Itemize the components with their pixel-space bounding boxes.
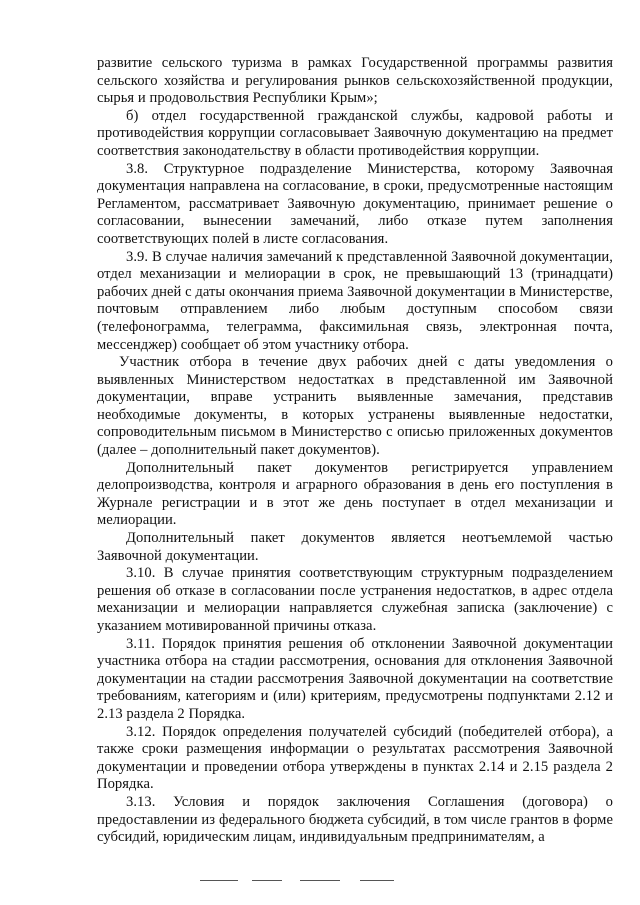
paragraph-3-12: 3.12. Порядок определения получателей субсидий (победителей отбора), а также сроки размещения информации о результатах рассмотрения Заявочной документации и проведении отбора утверждены в пунктах 2.14 и 2.15 раздела 2 Порядка.	[97, 723, 613, 793]
paragraph-3-13: 3.13. Условия и порядок заключения Соглашения (договора) о предоставлении из федерального бюджета субсидий, в том числе грантов в форме субсидий, юридическим лицам, индивидуальным предпринимателям, а	[97, 793, 613, 846]
scan-mark	[252, 880, 282, 881]
paragraph-participant: Участник отбора в течение двух рабочих дней с даты уведомления о выявленных Министерством недостатках в представленной им Заявочной документации, вправе устранить выявленные замечания, представив необходимые документы, в которых устранены выявленные недостатки, сопроводительным письмом в Министерство с описью приложенных документов (далее – дополнительный пакет документов).	[97, 354, 613, 459]
paragraph-3-10: 3.10. В случае принятия соответствующим структурным подразделением решения об отказе в согласовании после устранения недостатков, в адрес отдела механизации и мелиорации направляется служебная записка (заключение) с указанием мотивированной причины отказа.	[97, 565, 613, 634]
paragraph-additional-package-registration: Дополнительный пакет документов регистрируется управлением делопроизводства, контроля и аграрного образования в день его поступления в Журнале регистрации и в этот же день поступает в отдел механизации и мелиорации.	[97, 459, 613, 529]
paragraph-additional-package-part: Дополнительный пакет документов является неотъемлемой частью Заявочной документации.	[97, 530, 613, 564]
paragraph-b: б) отдел государственной гражданской службы, кадровой работы и противодействия коррупции согласовывает Заявочную документацию на предмет соответствия законодательству в области противодействия коррупции.	[97, 107, 613, 159]
paragraph-3-9: 3.9. В случае наличия замечаний к представленной Заявочной документации, отдел механизации и мелиорации в срок, не превышающий 13 (тринадцати) рабочих дней с даты окончания приема Заявочной документации в Министерстве, почтовым отправлением либо любым доступным способом связи (телефонограмма, телеграмма, факсимильная связь, электронная почта, мессенджер) сообщает об этом участнику отбора.	[97, 248, 613, 353]
paragraph-3-8: 3.8. Структурное подразделение Министерства, которому Заявочная документация направлена на согласование, в сроки, предусмотренные настоящим Регламентом, рассматривает Заявочную документацию, принимает решение о согласовании, вынесении замечаний, либо отказе путем заполнения соответствующих полей в листе согласования.	[97, 160, 613, 247]
scan-edge-marks	[200, 880, 440, 886]
scan-mark	[360, 880, 394, 881]
scan-mark	[200, 880, 238, 881]
scan-mark	[300, 880, 340, 881]
document-body	[97, 55, 613, 847]
paragraph-continuation: развитие сельского туризма в рамках Государственной программы развития сельского хозяйства и регулирования рынков сельскохозяйственной продукции, сырья и продовольствия Республики Крым»;	[97, 55, 613, 107]
paragraph-3-11: 3.11. Порядок принятия решения об отклонении Заявочной документации участника отбора на стадии рассмотрения, основания для отклонения Заявочной документации на стадии рассмотрения Заявочной документации на соответствие требованиям, категориям и (или) критериям, предусмотрены подпунктами 2.12 и 2.13 раздела 2 Порядка.	[97, 635, 613, 722]
